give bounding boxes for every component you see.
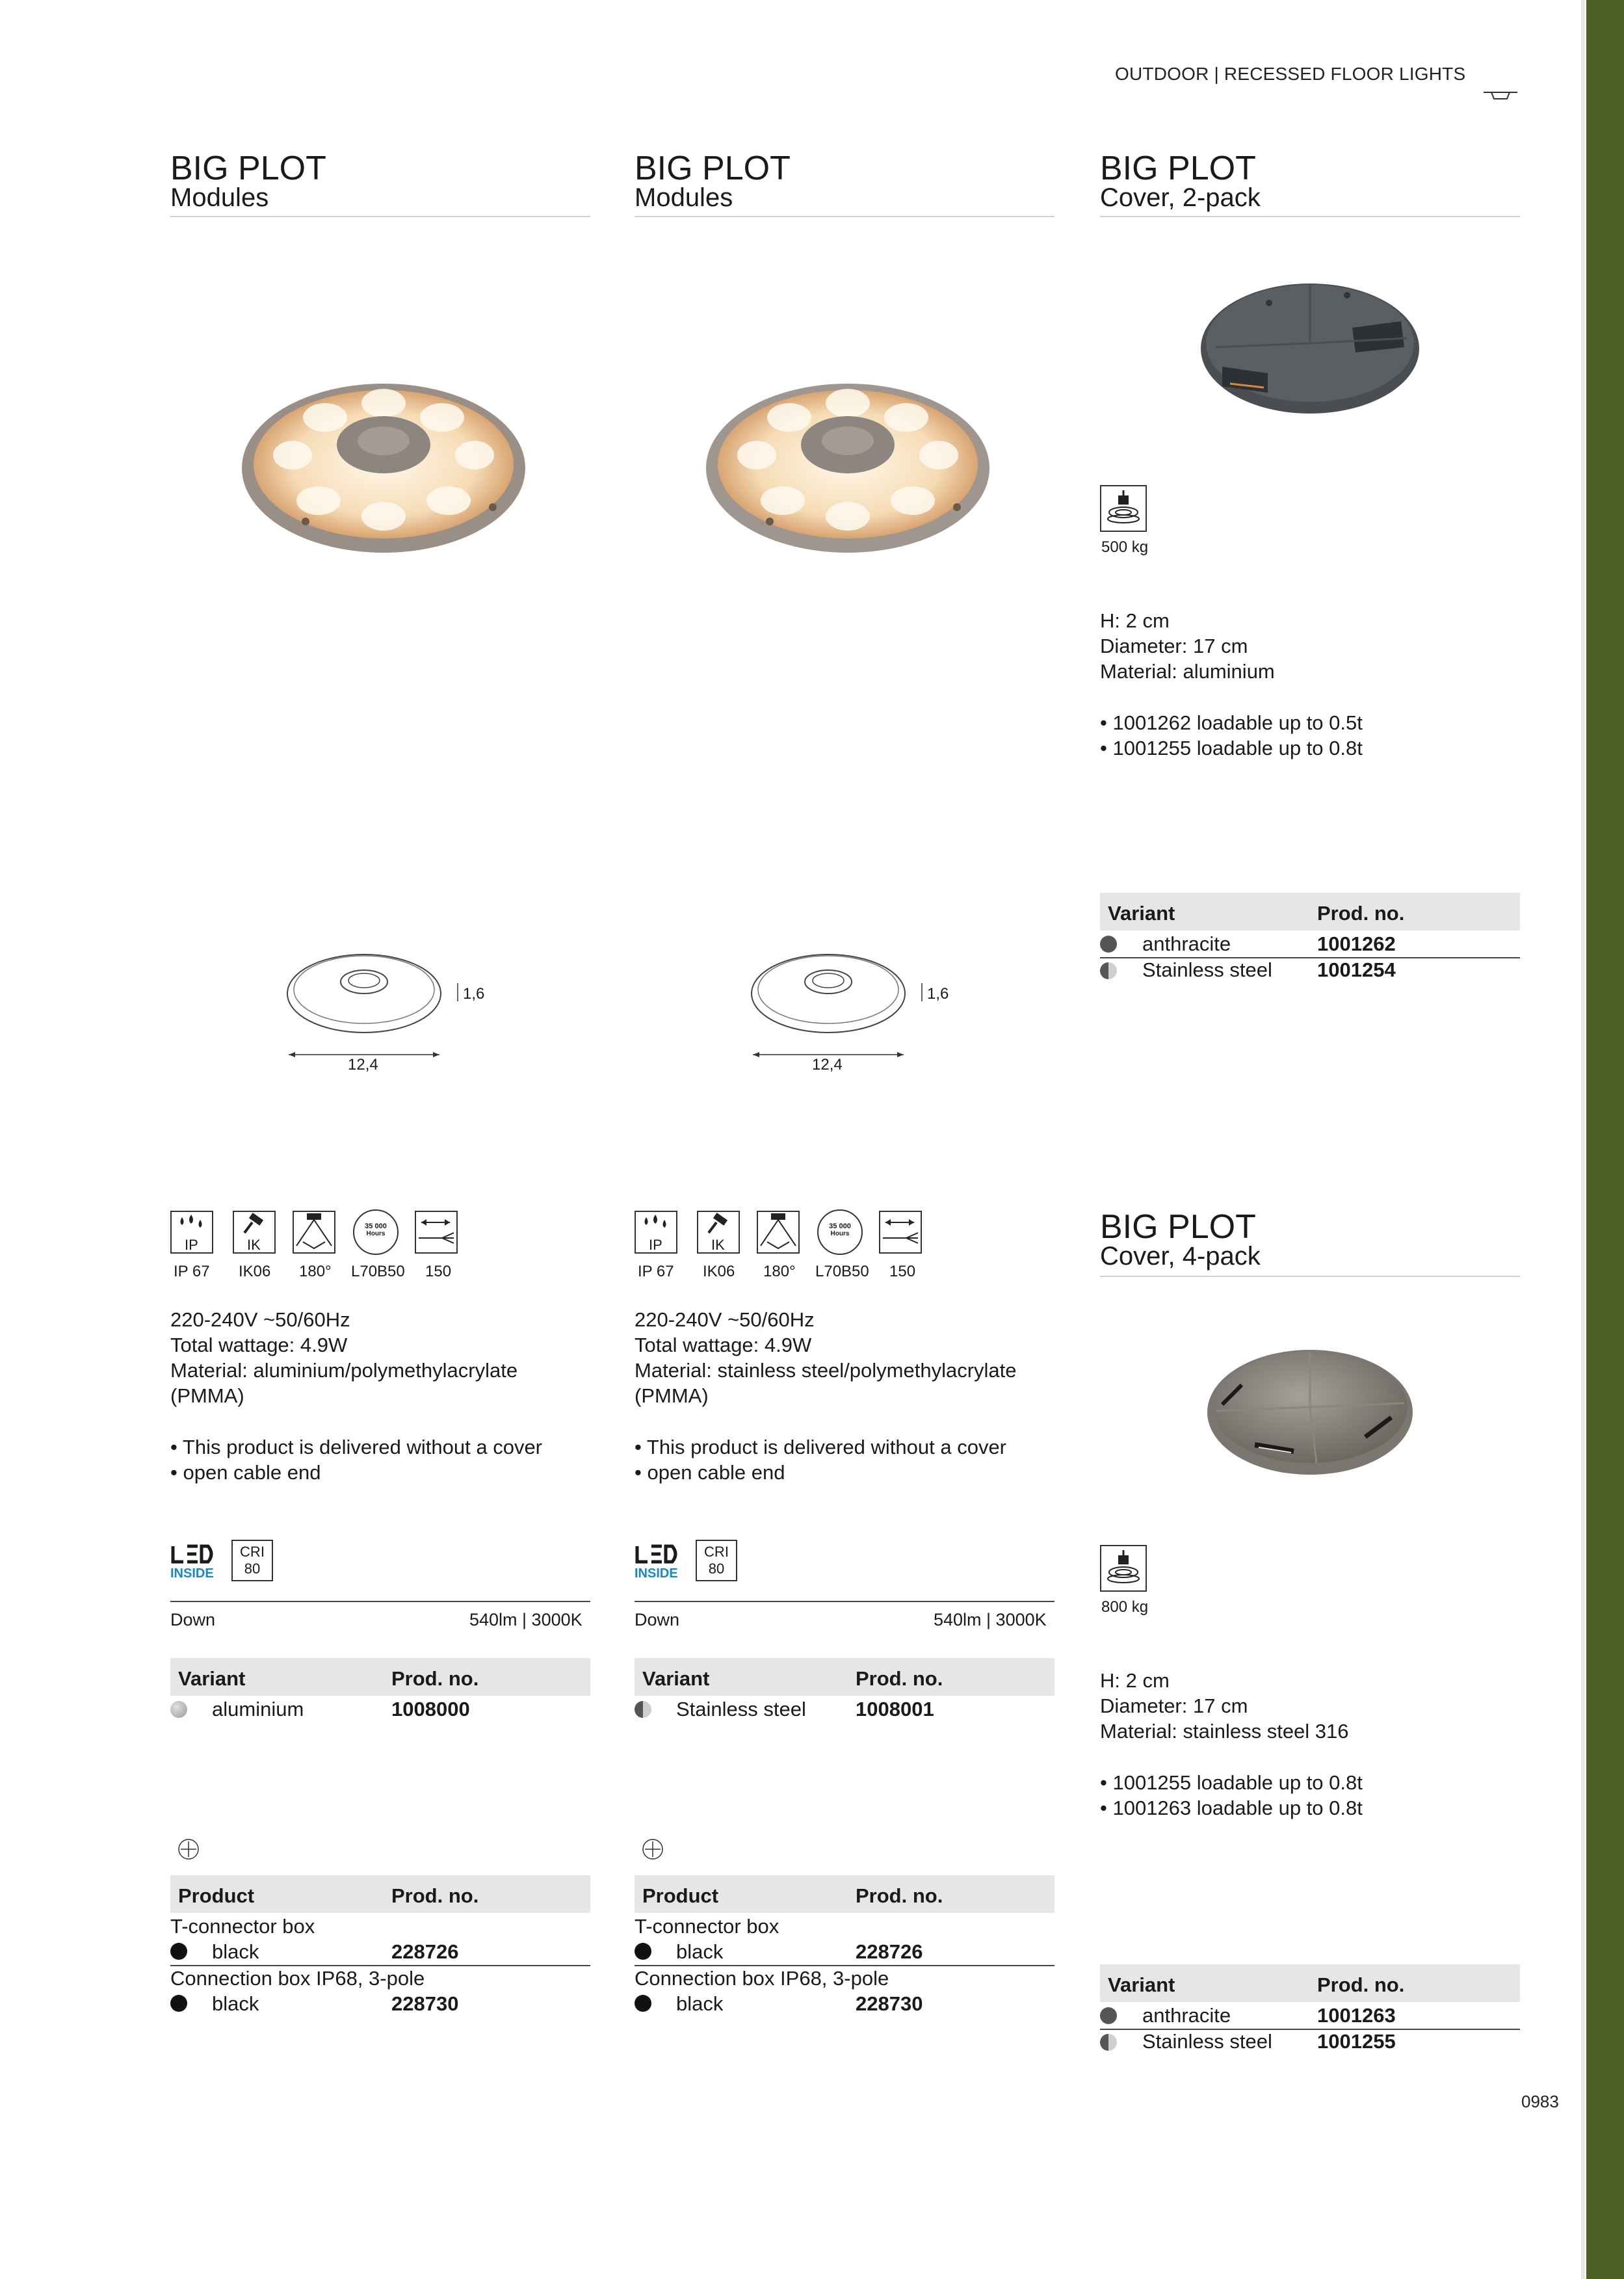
cable-length-icon (879, 1211, 922, 1254)
product-image-module-stainless (698, 377, 997, 566)
product-title: BIG PLOT (170, 150, 326, 187)
beam-angle-icon (757, 1211, 800, 1254)
product-title: BIG PLOT (1100, 1208, 1256, 1246)
accessory-variant: black (676, 1940, 724, 1963)
variant-table-header: Variant Prod. no. (1100, 893, 1520, 930)
color-swatch (1100, 962, 1117, 979)
color-swatch (1100, 2007, 1117, 2024)
row-divider (170, 1965, 590, 1966)
variant-table-header: Variant Prod. no. (635, 1658, 1054, 1696)
bullet-list: • This product is delivered without a cover • open cable end (170, 1436, 543, 1484)
ik-hammer-icon: IK (233, 1211, 276, 1254)
dimension-height: 1,6 (463, 985, 485, 1003)
variant-table-header: Variant Prod. no. (1100, 1964, 1520, 2002)
bullet-list: • 1001262 loadable up to 0.5t • 1001255 loadable up to 0.8t (1100, 711, 1363, 759)
variant-name: Stainless steel (1142, 2030, 1272, 2053)
accessory-table-header: Product Prod. no. (635, 1875, 1054, 1913)
light-data-divider (170, 1601, 590, 1602)
load-weight-icon (1100, 1545, 1147, 1592)
title-divider (635, 216, 1054, 217)
accessories-plus-icon (177, 1838, 200, 1861)
recessed-light-icon (1482, 85, 1519, 103)
product-subtitle: Cover, 4-pack (1100, 1242, 1261, 1271)
light-direction: Down (170, 1610, 216, 1629)
color-swatch (635, 1995, 651, 2012)
color-swatch (1100, 2034, 1117, 2051)
accessory-table-header: Product Prod. no. (170, 1875, 590, 1913)
title-divider (1100, 1276, 1520, 1277)
ip-drops-icon: IP (170, 1211, 213, 1254)
dimension-width: 12,4 (348, 1056, 378, 1074)
specs-block: H: 2 cm Diameter: 17 cm Material: stainless steel 316 (1100, 1669, 1349, 1743)
beam-angle-icon (293, 1211, 335, 1254)
product-number: 1008001 (856, 1698, 934, 1720)
row-divider (635, 1965, 1054, 1966)
lifetime-label: L70B50 (815, 1263, 869, 1280)
load-capacity-label: 500 kg (1101, 538, 1149, 556)
led-inside-icon: INSIDE (635, 1544, 680, 1581)
product-number: 1001255 (1317, 2030, 1396, 2053)
product-number: 228726 (391, 1940, 459, 1963)
cable-length-label: 150 (889, 1263, 916, 1280)
led-inside-icon: INSIDE (170, 1544, 216, 1581)
product-number: 228726 (856, 1940, 923, 1963)
accessory-product: Connection box IP68, 3-pole (635, 1967, 889, 1990)
dimension-width: 12,4 (812, 1056, 843, 1074)
accessory-product: T-connector box (170, 1915, 315, 1938)
lifetime-clock-icon: 35 000 Hours (353, 1209, 399, 1255)
light-direction: Down (635, 1610, 680, 1629)
product-image-cover-2pack (1196, 276, 1424, 419)
light-data-divider (635, 1601, 1054, 1602)
accessory-product: Connection box IP68, 3-pole (170, 1967, 425, 1990)
variant-name: anthracite (1142, 2004, 1231, 2027)
variant-name: Stainless steel (676, 1698, 806, 1720)
product-number: 228730 (391, 1992, 459, 2015)
accessory-variant: black (676, 1992, 724, 2015)
specs-block: 220-240V ~50/60Hz Total wattage: 4.9W Material: aluminium/polymethylacrylate (PMMA) (170, 1308, 518, 1407)
dimension-drawing (280, 943, 494, 1073)
product-title: BIG PLOT (635, 150, 791, 187)
color-swatch (1100, 936, 1117, 953)
color-swatch (170, 1995, 187, 2012)
accessories-plus-icon (641, 1838, 664, 1861)
section-color-bar (1586, 0, 1624, 2279)
product-subtitle: Cover, 2-pack (1100, 183, 1261, 212)
sidebar-divider (1581, 0, 1585, 2279)
product-subtitle: Modules (635, 183, 733, 212)
specs-block: H: 2 cm Diameter: 17 cm Material: aluminium (1100, 609, 1275, 683)
bullet-list: • This product is delivered without a cover • open cable end (635, 1436, 1007, 1484)
ip-rating-label: IP 67 (174, 1263, 210, 1280)
title-divider (1100, 216, 1520, 217)
ip-rating-label: IP 67 (638, 1263, 674, 1280)
beam-angle-label: 180° (299, 1263, 332, 1280)
title-divider (170, 216, 590, 217)
specs-block: 220-240V ~50/60Hz Total wattage: 4.9W Material: stainless steel/polymethylacrylate (PMMA) (635, 1308, 1017, 1407)
product-image-module-aluminium (234, 377, 533, 566)
accessory-variant: black (212, 1940, 259, 1963)
light-values: 540lm | 3000K (469, 1610, 583, 1629)
light-values: 540lm | 3000K (934, 1610, 1047, 1629)
cable-length-label: 150 (425, 1263, 452, 1280)
color-swatch (635, 1701, 651, 1718)
ik-hammer-icon: IK (697, 1211, 740, 1254)
ip-drops-icon: IP (635, 1211, 677, 1254)
beam-angle-label: 180° (763, 1263, 796, 1280)
lifetime-clock-icon: 35 000 Hours (817, 1209, 863, 1255)
load-capacity-label: 800 kg (1101, 1598, 1149, 1616)
load-weight-icon (1100, 485, 1147, 532)
product-number: 1001254 (1317, 958, 1396, 981)
dimension-height: 1,6 (927, 985, 949, 1003)
product-number: 1001262 (1317, 932, 1396, 955)
lifetime-label: L70B50 (351, 1263, 405, 1280)
ik-rating-label: IK06 (703, 1263, 735, 1280)
product-image-cover-4pack (1203, 1339, 1417, 1482)
variant-table-header: Variant Prod. no. (170, 1658, 590, 1696)
variant-name: anthracite (1142, 932, 1231, 955)
section-header: OUTDOOR | RECESSED FLOOR LIGHTS (1115, 64, 1466, 84)
dimension-drawing (744, 943, 958, 1073)
accessory-variant: black (212, 1992, 259, 2015)
product-subtitle: Modules (170, 183, 269, 212)
product-number: 228730 (856, 1992, 923, 2015)
product-number: 1001263 (1317, 2004, 1396, 2027)
ik-rating-label: IK06 (239, 1263, 271, 1280)
color-swatch (170, 1943, 187, 1960)
product-title: BIG PLOT (1100, 150, 1256, 187)
product-number: 1008000 (391, 1698, 470, 1720)
color-swatch (170, 1701, 187, 1718)
cri-badge: CRI 80 (231, 1540, 273, 1581)
color-swatch (635, 1943, 651, 1960)
cri-badge: CRI 80 (696, 1540, 737, 1581)
page-number: 0983 (1521, 2092, 1559, 2111)
cable-length-icon (415, 1211, 458, 1254)
accessory-product: T-connector box (635, 1915, 779, 1938)
variant-name: Stainless steel (1142, 958, 1272, 981)
bullet-list: • 1001255 loadable up to 0.8t • 1001263 loadable up to 0.8t (1100, 1771, 1363, 1819)
variant-name: aluminium (212, 1698, 304, 1720)
